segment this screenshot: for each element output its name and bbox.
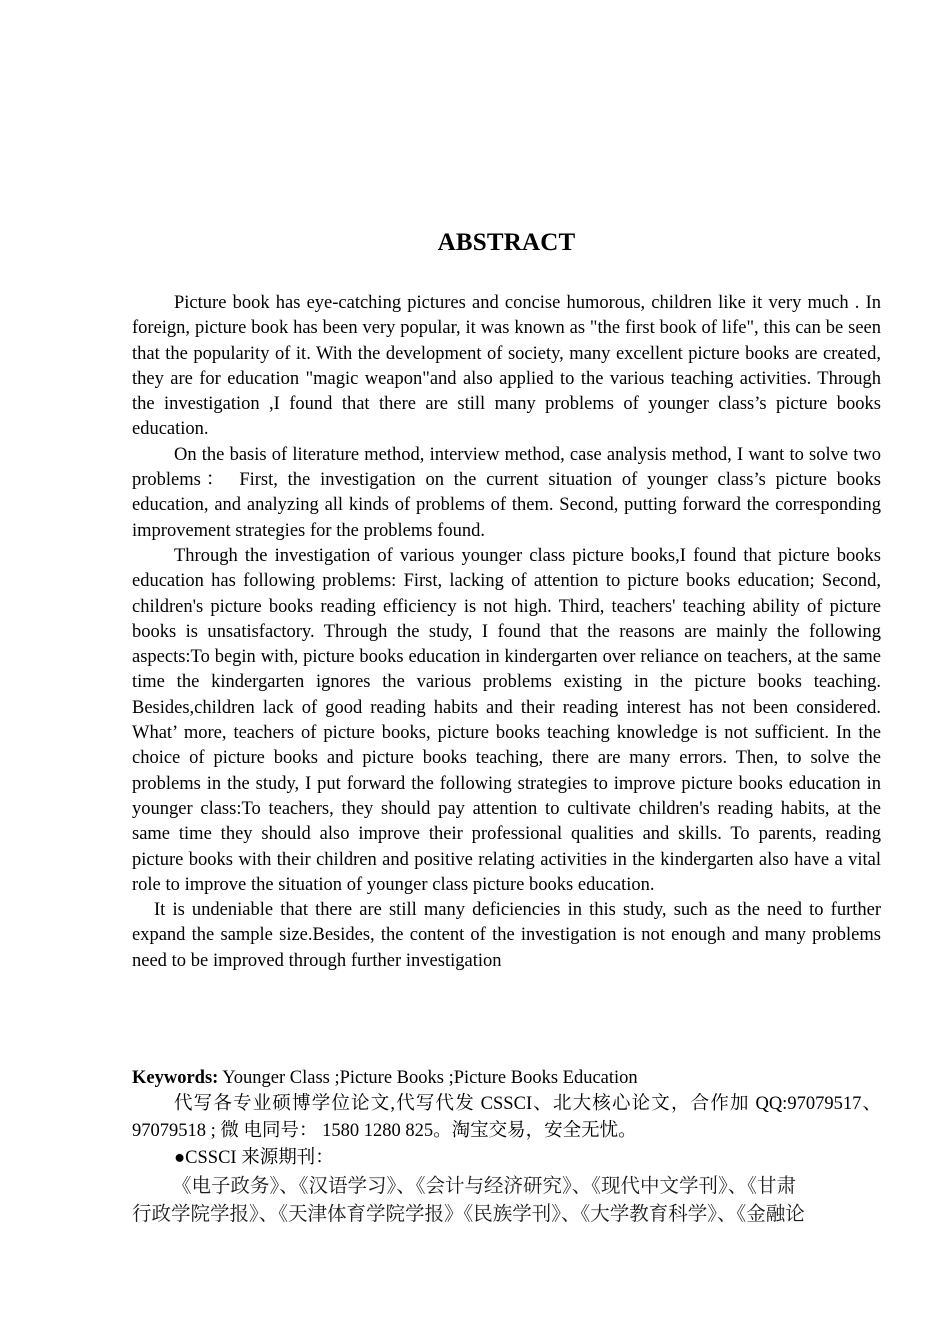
- abstract-paragraph-3: Through the investigation of various younger class picture books,I found that picture books education has following problems: First, lacking of attention to picture books education; Second, children's picture books reading efficiency is not high. Third, teachers' teaching ability of picture books is unsatisfactory. Through the study, I found that the reasons are mainly the following aspects:To begin with, picture books education in kindergarten over reliance on teachers, at the same time the kindergarten ignores the various problems existing in the picture books teaching. Besides,children lack of good reading habits and their reading interest has not been considered. What’ more, teachers of picture books, picture books teaching knowledge is not sufficient. In the choice of picture books and picture books teaching, there are many errors. Then, to solve the problems in the study, I put forward the following strategies to improve picture books education in younger class:To teachers, they should pay attention to cultivate children's reading habits, at the same time they should also improve their professional qualities and skills. To parents, reading picture books with their children and positive relating activities in the kindergarten also have a vital role to improve the situation of younger class picture books education.: [132, 545, 881, 895]
- keywords-gap: [132, 974, 881, 1066]
- advertisement-line: 代写各专业硕博学位论文,代写代发 CSSCI、北大核心论文，合作加 QQ:97079517、97079518 ; 微 电同号： 1580 1280 825。淘宝交易，安全无忧。: [132, 1094, 881, 1142]
- journal-list-line-2: 行政学院学报》、《天津体育学院学报》《民族学刊》、《大学教育科学》、《金融论: [132, 1202, 805, 1225]
- document-text-column: [132, 0, 881, 1172]
- journal-list-line-1: 《电子政务》、《汉语学习》、《会计与经济研究》、《现代中文学刊》、《甘肃: [172, 1174, 797, 1197]
- abstract-paragraph-2: On the basis of literature method, interview method, case analysis method, I want to solve two problems： First, the investigation on the current situation of younger class’s picture books education, and analyzing all kinds of problems of them. Second, putting forward the corresponding improvement strategies for the problems found.: [132, 444, 881, 541]
- heading-gap: [132, 258, 881, 291]
- keywords-value: Younger Class ;Picture Books ;Picture Books Education: [218, 1068, 638, 1089]
- page-title: ABSTRACT: [437, 229, 576, 256]
- abstract-paragraph-4: It is undeniable that there are still many deficiencies in this study, such as the need to further expand the sample size.Besides, the content of the investigation is not enough and many problems need to be improved through further investigation: [132, 900, 881, 971]
- top-margin-spacer: [132, 0, 881, 228]
- abstract-paragraph-1: Picture book has eye-catching pictures and concise humorous, children like it very much . In foreign, picture book has been very popular, it was known as "the first book of life", this can be seen that the popularity of it. With the development of society, many excellent picture books are created, they are for education "magic weapon"and also applied to the various teaching activities. Through the investigation ,I found that there are still many problems of younger class’s picture books education.: [132, 293, 881, 440]
- keywords-line: [132, 1066, 881, 1091]
- journal-list: [132, 1172, 950, 1228]
- keywords-label: Keywords:: [132, 1068, 219, 1089]
- cssci-source-journals-label: ●CSSCI 来源期刊：: [174, 1148, 334, 1169]
